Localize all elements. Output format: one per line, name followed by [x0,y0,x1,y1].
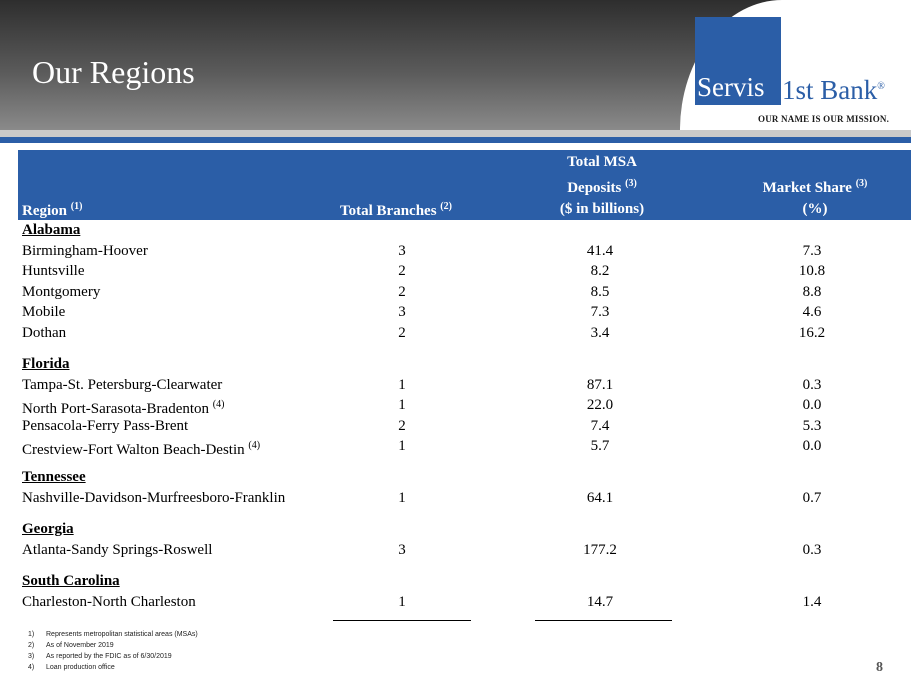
header-share-line1 [740,178,890,197]
region-cell [22,541,212,559]
divider-blue [0,137,911,143]
branches-cell: 2 [398,263,406,280]
total-rule-deposits [535,620,672,621]
footnote-text: Represents metropolitan statistical areas (MSAs) [46,631,198,638]
deposits-cell: 87.1 [586,376,614,393]
header-region-note: (1) [70,201,83,212]
region-cell [22,283,100,301]
deposits-cell: 5.7 [590,438,610,455]
share-cell: 10.8 [798,263,826,280]
region-name: Charleston-North Charleston [22,593,196,610]
share-cell: 0.0 [802,438,822,455]
region-footnote-marker: (4) [248,440,261,452]
share-cell: 0.7 [802,489,822,506]
state-heading: Tennessee [22,469,86,485]
region-cell [22,242,148,260]
region-name: North Port-Sarasota-Bradenton [22,401,210,418]
logo-1st-bank-text [782,72,885,105]
share-cell: 0.3 [802,376,822,393]
branches-cell: 1 [398,593,406,610]
deposits-cell: 177.2 [583,541,617,558]
region-cell [22,489,285,507]
region-name: Nashville-Davidson-Murfreesboro-Franklin [22,489,286,506]
region-name: Pensacola-Ferry Pass-Brent [22,417,189,434]
divider-gray [0,130,911,137]
header-branches-note: (2) [440,201,452,212]
deposits-cell: 8.5 [590,283,610,300]
share-cell: 1.4 [802,593,822,610]
region-cell [22,437,260,459]
state-heading: Georgia [22,521,74,537]
footnote-text: As reported by the FDIC as of 6/30/2019 [46,653,172,660]
footnote-text: As of November 2019 [46,642,114,649]
deposits-cell: 7.3 [590,304,610,321]
footnote-number: 4) [28,664,35,671]
branches-cell: 1 [398,438,406,455]
region-cell [22,324,66,342]
logo-1st-bank-label: 1st Bank [782,75,878,105]
total-rule-branches [333,620,471,621]
logo-servis-text: Servis [697,72,765,102]
state-heading: South Carolina [22,573,120,589]
share-cell: 8.8 [802,283,822,300]
branches-cell: 2 [398,283,406,300]
header-deposits-line2 [540,178,664,197]
region-cell [22,593,196,611]
share-cell: 16.2 [798,325,826,341]
footnote-number: 2) [28,642,35,649]
header-share-note: (3) [855,178,868,189]
branches-cell: 3 [398,304,406,321]
header-deposits-note: (3) [625,178,637,189]
branches-cell: 3 [398,242,406,259]
region-name: Dothan [22,325,67,341]
region-cell [22,262,85,280]
branches-cell: 1 [398,397,406,414]
header-deposits-label: Deposits [567,180,622,196]
branches-cell: 2 [398,417,406,434]
logo-registered-mark: ® [877,81,885,92]
footnote-number: 3) [28,653,35,660]
region-cell [22,417,188,435]
region-name: Montgomery [22,283,101,300]
deposits-cell: 3.4 [590,325,610,341]
share-cell: 0.0 [802,397,822,414]
header-branches [340,201,452,220]
page-title: Our Regions [32,54,195,90]
branches-cell: 1 [398,376,406,393]
state-heading: Alabama [22,222,81,238]
region-name: Crestview-Fort Walton Beach-Destin [22,442,245,459]
region-name: Birmingham-Hoover [22,242,148,259]
region-name: Atlanta-Sandy Springs-Roswell [22,541,213,558]
branches-cell: 2 [398,325,406,341]
header-share-label: Market Share [762,180,852,196]
region-name: Mobile [22,304,66,321]
region-cell [22,376,222,394]
share-cell: 0.3 [802,541,822,558]
region-name: Tampa-St. Petersburg-Clearwater [22,376,223,393]
header-branches-label: Total Branches [340,203,437,219]
branches-cell: 1 [398,489,406,506]
share-cell: 5.3 [802,417,822,434]
region-cell [22,303,65,321]
footnote-text: Loan production office [46,664,115,671]
deposits-cell: 22.0 [586,397,614,414]
header-region-label: Region [22,203,67,219]
footnote-number: 1) [28,631,35,638]
deposits-cell: 8.2 [590,263,610,280]
deposits-cell: 14.7 [586,593,614,610]
region-name: Huntsville [22,263,85,280]
page-number: 8 [876,660,883,675]
region-cell [22,396,224,418]
deposits-cell: 64.1 [586,489,614,506]
deposits-cell: 7.4 [590,417,610,434]
region-footnote-marker: (4) [212,399,225,411]
header-region [22,201,82,220]
header-share-line2: (%) [802,201,828,217]
share-cell: 4.6 [802,304,822,321]
share-cell: 7.3 [802,242,822,259]
header-deposits-line1: Total MSA [567,154,637,170]
header-deposits-line3: ($ in billions) [559,201,645,217]
logo-tagline: OUR NAME IS OUR MISSION. [758,114,890,124]
state-heading: Florida [22,356,70,372]
branches-cell: 3 [398,541,406,558]
deposits-cell: 41.4 [586,242,614,259]
